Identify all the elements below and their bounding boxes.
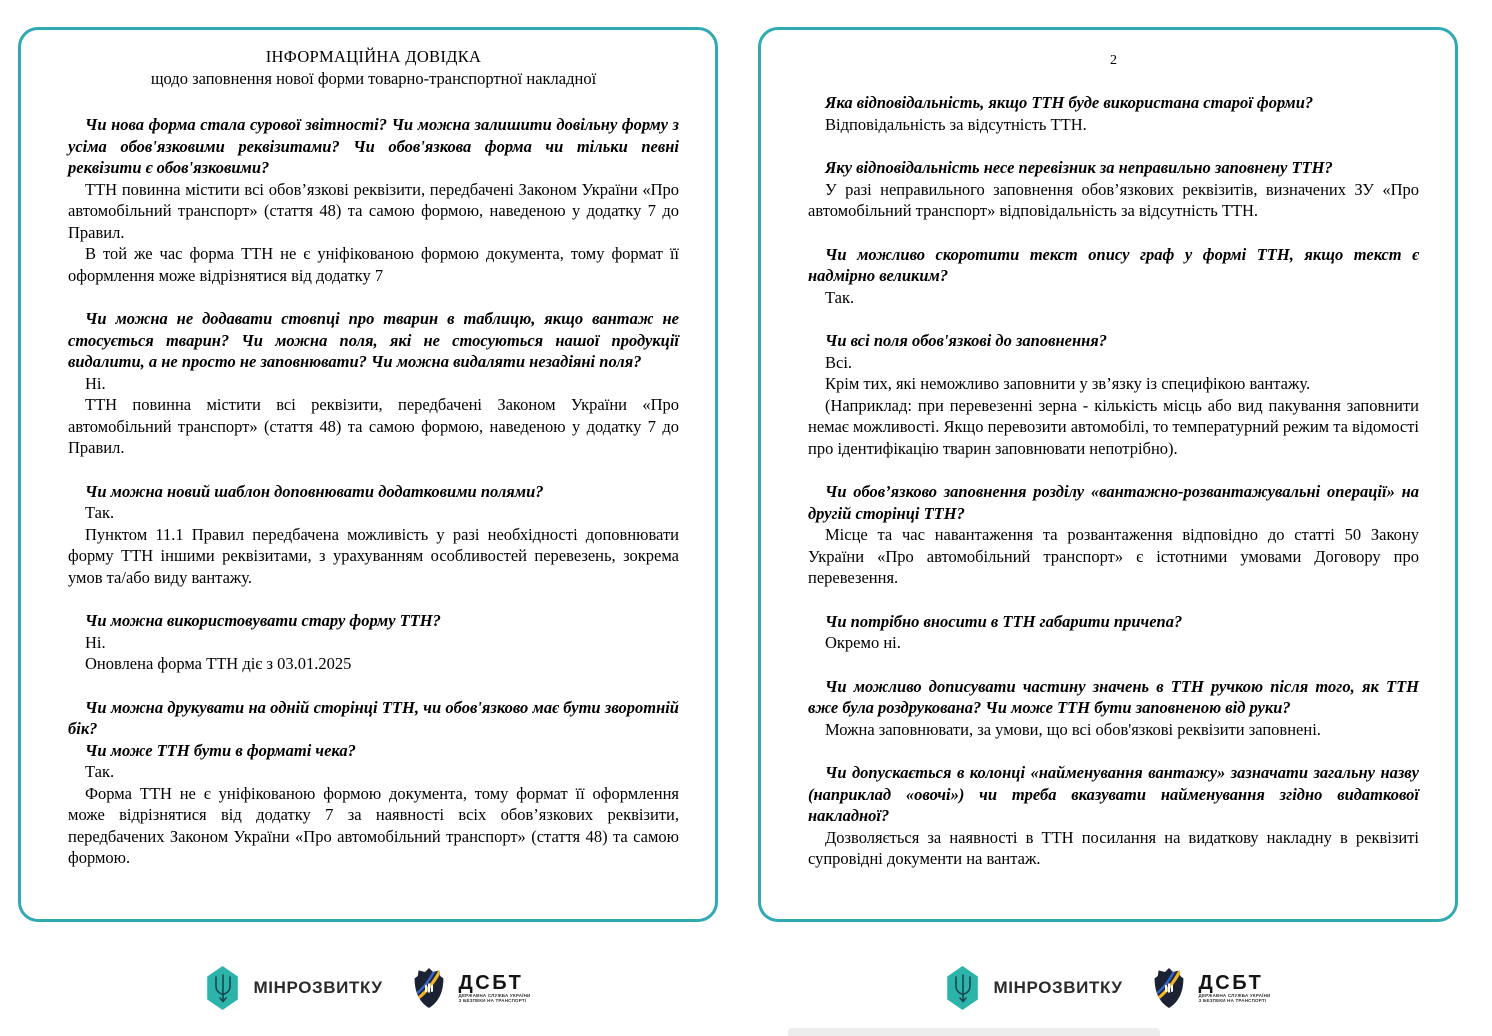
question-paragraph: Чи можна новий шаблон доповнювати додатковими полями? — [85, 481, 544, 501]
dsbt-label: ДСБТ — [458, 971, 524, 994]
question-paragraph: Яка відповідальність, якщо ТТН буде використана старої форми? — [825, 93, 1314, 112]
question-paragraph: Чи можна використовувати стару форму ТТН? — [85, 611, 441, 630]
answer-paragraph: ТТН повинна містити всі реквізити, передбачені Законом України «Про автомобільний транспорт» (стаття 48) та самою формою, наведеною у додатку 7 до Правил. — [68, 395, 679, 457]
footer-logos-right — [758, 958, 1458, 1018]
answer-paragraph: Пунктом 11.1 Правил передбачена можливість у разі необхідності доповнювати форму ТТН іншими реквізитами, з урахуванням особливостей перевезень, зокрема умов та/або виду вантажу. — [68, 524, 679, 587]
answer-paragraph: Ні. — [85, 632, 106, 652]
question-paragraph: Чи можна друкувати на одній сторінці ТТН, чи обов'язково має бути зворотній бік? — [68, 697, 679, 738]
page-title: ІНФОРМАЦІЙНА ДОВІДКА — [265, 47, 482, 66]
question-paragraph: Чи нова форма стала сурової звітності? Чи можна залишити довільну форму з усіма обов'язковими реквізитами? Чи обов'язкова форма чи тільки певні реквізити є обов'язковими? — [68, 115, 679, 177]
dsbt-subtitle-line1: ДЕРЖАВНА СЛУЖБА УКРАЇНИ — [458, 992, 531, 998]
question-paragraph: Яку відповідальність несе перевізник за неправильно заповнену ТТН? — [825, 158, 1333, 177]
question-paragraph: Чи допускається в колонці «найменування вантажу» зазначати загальну назву (наприклад «овочі») чи треба вказувати найменування згідно видаткової накладної? — [808, 763, 1419, 825]
footer-logos-left — [18, 958, 718, 1018]
answer-paragraph: Так. — [85, 503, 115, 522]
answer-paragraph: Місце та час навантаження та розвантаження відповідно до статті 50 Закону України «Про автомобільний транспорт» є істотними умовами Договору про перевезення. — [808, 525, 1419, 587]
bottom-page-edge — [788, 1028, 1160, 1036]
answer-paragraph: Крім тих, які неможливо заповнити у зв’язку із специфікою вантажу. — [825, 374, 1311, 393]
answer-paragraph: Всі. — [825, 352, 853, 372]
document-page-2 — [758, 27, 1458, 922]
page-1-body — [68, 114, 679, 869]
question-paragraph: Чи можливо скоротити текст опису граф у формі ТТН, якщо текст є надмірно великим? — [808, 244, 1419, 285]
answer-paragraph: Відповідальність за відсутність ТТН. — [825, 114, 1087, 134]
question-paragraph: Чи може ТТН бути в форматі чека? — [85, 740, 356, 760]
minrozvytku-label: МІНРОЗВИТКУ — [253, 978, 383, 997]
dsbt-subtitle-line1: ДЕРЖАВНА СЛУЖБА УКРАЇНИ — [1198, 992, 1271, 998]
answer-paragraph: Форма ТТН не є уніфікованою формою документа, тому формат її оформлення може відрізнятися від додатку 7 за наявності всіх обов’язкових реквізити, передбачених Законом України «Про автомобільний транспорт» (стаття 48) та самою формою. — [68, 783, 679, 867]
question-paragraph: Чи можна не додавати стовпці про тварин в таблицю, якщо вантаж не стосується тварин? Чи можна поля, які не стосуються нашої продукції видалити, а не просто не заповнювати? Чи можна видаляти незадіяні поля? — [68, 309, 679, 371]
shield-stripes-icon — [1153, 964, 1185, 1012]
question-paragraph: Чи обов’язково заповнення розділу «вантажно-розвантажувальні операції» на другій сторінці ТТН? — [808, 482, 1419, 523]
dsbt-subtitle-line2: З БЕЗПЕКИ НА ТРАНСПОРТІ — [458, 998, 527, 1003]
trident-hexagon-icon — [206, 966, 240, 1010]
dsbt-subtitle-line2: З БЕЗПЕКИ НА ТРАНСПОРТІ — [1198, 998, 1267, 1003]
answer-paragraph: В той же час форма ТТН не є уніфікованою формою документа, тому формат її оформлення може відрізнятися від додатку 7 — [68, 244, 679, 285]
answer-paragraph: Так. — [85, 762, 115, 781]
answer-paragraph: Дозволяється за наявності в ТТН посилання на видаткову накладну в реквізиті супровідні документи на вантаж. — [808, 827, 1419, 868]
dsbt-label: ДСБТ — [1198, 971, 1264, 994]
document-page-1 — [18, 27, 718, 922]
trident-hexagon-icon — [946, 966, 980, 1010]
question-paragraph: Чи потрібно вносити в ТТН габарити причепа? — [825, 611, 1183, 631]
page-number: 2 — [1110, 53, 1117, 68]
answer-paragraph: Оновлена форма ТТН діє з 03.01.2025 — [85, 654, 352, 673]
page-subtitle: щодо заповнення нової форми товарно-транспортної накладної — [150, 69, 597, 88]
answer-paragraph: У разі неправильного заповнення обов’язкових реквізитів, визначених ЗУ «Про автомобільний транспорт» відповідальність за відсутність ТТН. — [808, 179, 1419, 220]
answer-paragraph: Окремо ні. — [825, 633, 901, 652]
answer-paragraph: ТТН повинна містити всі обов’язкові реквізити, передбачені Законом України «Про автомобільний транспорт» (стаття 48) та самою формою, наведеною у додатку 7 до Правил. — [68, 179, 679, 242]
shield-stripes-icon — [413, 964, 445, 1012]
question-paragraph: Чи всі поля обов'язкові до заповнення? — [825, 331, 1108, 350]
minrozvytku-label: МІНРОЗВИТКУ — [993, 978, 1123, 997]
question-paragraph: Чи можливо дописувати частину значень в ТТН ручкою після того, як ТТН вже була роздрукована? Чи може ТТН бути заповненою від руки? — [808, 676, 1419, 717]
answer-paragraph: Так. — [825, 287, 855, 307]
page-2-body — [808, 92, 1419, 870]
answer-paragraph: Ні. — [85, 373, 106, 393]
answer-paragraph: (Наприклад: при перевезенні зерна - кількість місць або вид пакування заповнити немає можливості. Якщо перевозити автомобілі, то температурний режим та відомості про ідентифікацію тварин заповнювати непотрібно). — [808, 395, 1420, 458]
answer-paragraph: Можна заповнювати, за умови, що всі обов'язкові реквізити заповнені. — [825, 719, 1321, 739]
